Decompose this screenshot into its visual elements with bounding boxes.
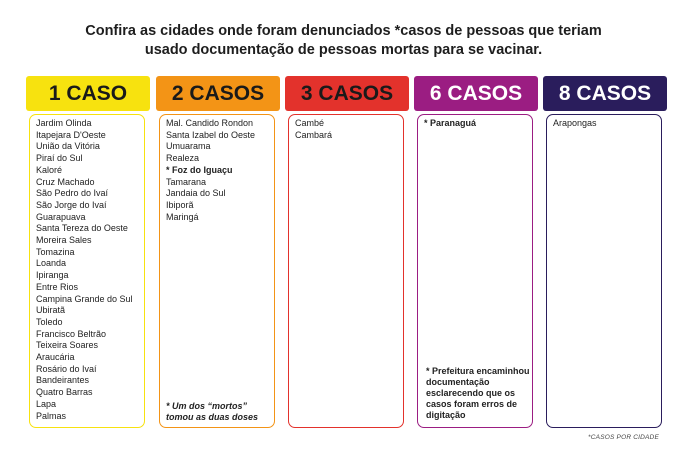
city-item: Santa Izabel do Oeste (166, 129, 256, 140)
column-2-casos (156, 76, 280, 430)
city-item: Arapongas (553, 118, 597, 128)
city-item: Ubiratã (36, 305, 66, 316)
column-1-caso (26, 76, 150, 430)
note-line-2: tomou as duas doses (166, 412, 259, 422)
column-header: 2 CASOS (156, 76, 280, 111)
city-list (547, 115, 661, 130)
column-box (29, 114, 145, 428)
city-item: Lapa (36, 398, 57, 409)
headline-line-2: usado documentação de pessoas mortas para se vacinar. (144, 42, 543, 58)
column-header: 6 CASOS (414, 76, 538, 111)
city-item: São Pedro do Ivaí (36, 188, 109, 199)
column-8-casos (543, 76, 667, 430)
city-item: Guarapuava (36, 211, 86, 222)
city-item: Palmas (36, 410, 67, 421)
column-header: 8 CASOS (543, 76, 667, 111)
city-item: Toledo (36, 316, 63, 327)
city-item: Cambará (295, 129, 333, 140)
city-item: Loanda (36, 258, 67, 269)
column-6-casos (414, 76, 538, 430)
city-item: Cambé (295, 118, 325, 128)
city-list (289, 115, 403, 141)
city-item: Maringá (166, 211, 199, 222)
column-box (417, 114, 533, 428)
city-item: * Foz do Iguaçu (166, 164, 233, 175)
city-item: Entre Rios (36, 281, 79, 292)
headline (0, 22, 687, 60)
city-item: Jardim Olinda (36, 118, 92, 128)
column-box (159, 114, 275, 428)
column-header: 3 CASOS (285, 76, 409, 111)
city-item: Kaloré (36, 164, 63, 175)
city-item: Quatro Barras (36, 387, 93, 398)
column-header: 1 CASO (26, 76, 150, 111)
city-item: Itapejara D'Oeste (36, 129, 106, 140)
city-item: Teixeira Soares (36, 340, 99, 351)
city-item: * Paranaguá (424, 118, 477, 128)
city-item: Piraí do Sul (36, 153, 83, 164)
city-item: Jandaia do Sul (166, 188, 226, 199)
city-item: Francisco Beltrão (36, 328, 107, 339)
city-item: Ibiporã (166, 199, 194, 210)
column-box (546, 114, 662, 428)
city-item: Santa Tereza do Oeste (36, 223, 128, 234)
city-item: São Jorge do Ivaí (36, 199, 107, 210)
city-item: Ipiranga (36, 270, 69, 281)
note-line-1: * Um dos “mortos” (166, 401, 248, 411)
city-item: Mal. Candido Rondon (166, 118, 254, 128)
city-item: Araucária (36, 352, 75, 363)
city-item: Umuarama (166, 141, 211, 152)
city-item: Tomazina (36, 246, 75, 257)
city-item: Rosário do Ivaí (36, 363, 97, 374)
city-item: Bandeirantes (36, 375, 90, 386)
city-list (160, 115, 274, 223)
column-3-casos (285, 76, 409, 430)
city-list (30, 115, 144, 422)
city-item: União da Vitória (36, 141, 100, 152)
headline-line-1: Confira as cidades onde foram denunciados *casos de pessoas que teriam (85, 23, 602, 39)
city-item: Realeza (166, 153, 200, 164)
column-box (288, 114, 404, 428)
city-item: Campina Grande do Sul (36, 293, 133, 304)
city-item: Tamarana (166, 176, 207, 187)
city-list (418, 115, 532, 130)
footnote: *CASOS POR CIDADE (588, 434, 659, 441)
city-item: Cruz Machado (36, 176, 95, 187)
note-paranagua: * Prefeitura encaminhou documentação esclarecendo que os casos foram erros de digitação (426, 366, 530, 420)
city-item: Moreira Sales (36, 235, 92, 246)
note-foz (166, 401, 258, 423)
